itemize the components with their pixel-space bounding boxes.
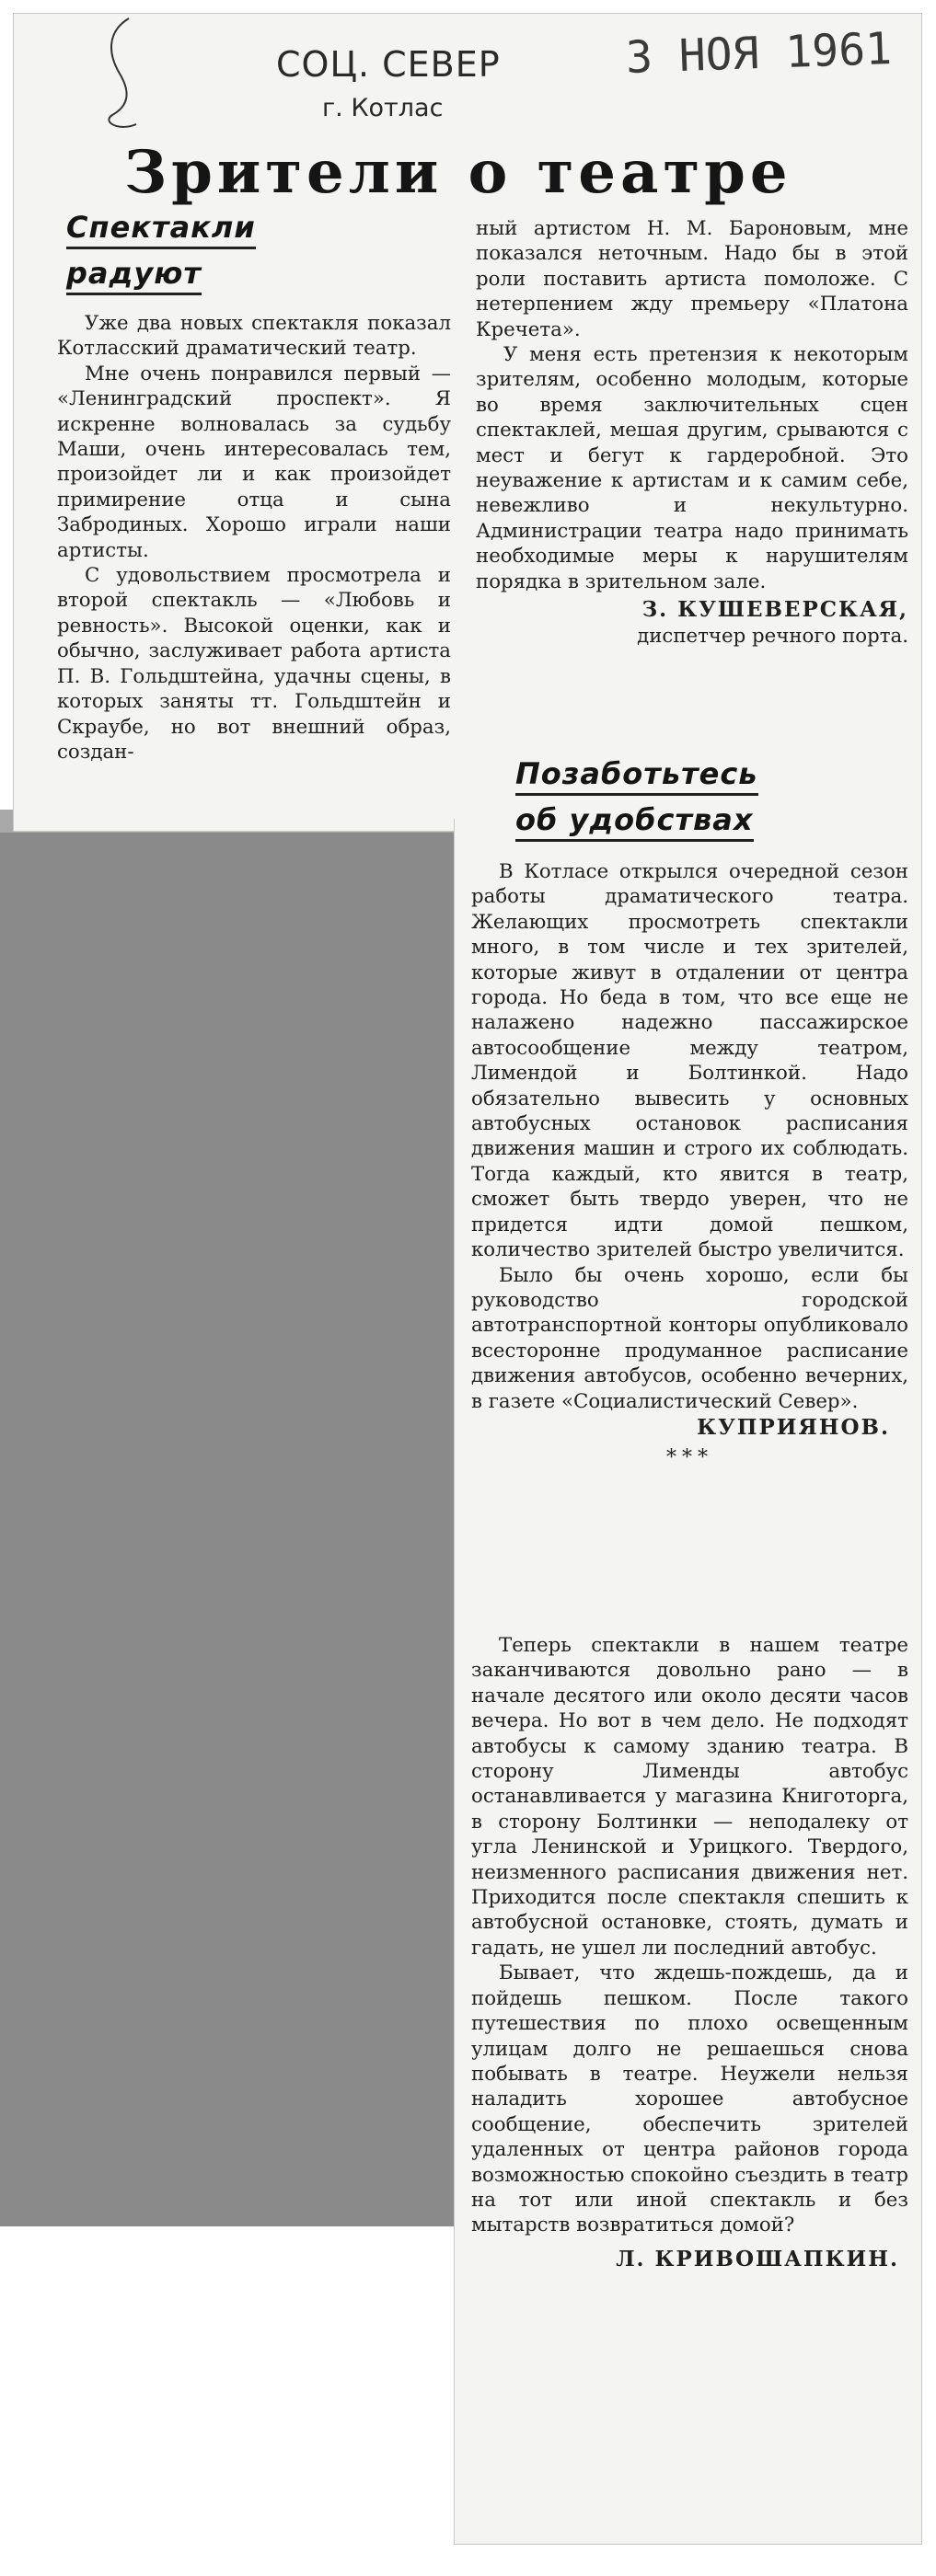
article1-author: З. КУШЕВЕРСКАЯ,	[641, 597, 908, 623]
paragraph: С удовольствием просмотрела и второй спектакль — «Любовь и ревность». Высокой оценки, как и обычно, заслуживает работа артиста П. В. Гольдштейна, удачны сцены, в которых заняты тт. Гольдштейн и Скраубе, но вот внешний образ, создан-	[57, 564, 451, 764]
article1-column1	[57, 311, 451, 765]
article3-author: Л. КРИВОШАПКИН.	[616, 2246, 899, 2271]
paragraph: У меня есть претензия к некоторым зрителям, особенно молодым, которые во время заключительных сцен спектаклей, мешая другим, срываются с мест и бегут к гардеробной. Это неуважение к артистам и к самим себе, невежливо и некультурно. Администрации театра надо принимать необходимые меры к нарушителям порядка в зрительном зале.	[476, 343, 908, 593]
paragraph: Уже два новых спектакля показал Котласский драматический театр.	[57, 312, 451, 361]
paragraph: Мне очень понравился первый — «Ленинградский проспект». Я искренне волновалась за судьбу Маши, очень интересовалась тем, произойдет ли и как произойдет примирение отца и сына Забродиных. Хорошо играли наши артисты.	[57, 362, 451, 562]
article1-heading-line1: Спектакли	[66, 210, 256, 249]
article2-author: КУПРИЯНОВ.	[697, 1414, 890, 1440]
article2-heading-line1: Позаботьтесь	[515, 756, 758, 796]
paragraph: Теперь спектакли в нашем театре заканчиваются довольно рано — в начале десятого или около десяти часов вечера. Но вот в чем дело. Не подходят автобусы к самому зданию театра. В сторону Лименды автобус останавливается у магазина Книготорга, в сторону Болтинки — неподалеку от угла Ленинской и Урицкого. Твердого, неизменного расписания движения нет. Приходится после спектакля спешить к автобусной остановке, стоять, думать и гадать, не ушел ли последний автобус.	[471, 1634, 908, 1960]
separator-asterisks: ***	[666, 1445, 713, 1469]
article1-column2	[476, 216, 908, 650]
article2-heading-line2: об удобствах	[515, 802, 754, 842]
article3-body	[471, 1633, 908, 2273]
newspaper-city: г. Котлас	[322, 94, 444, 122]
background-gray-area	[0, 833, 454, 2226]
newspaper-name: СОЦ. СЕВЕР	[276, 44, 501, 85]
article1-heading-line2: радуют	[66, 256, 202, 295]
pen-scribble	[92, 14, 166, 152]
page-title: Зрители о театре	[124, 138, 792, 207]
paragraph: Бывает, что ждешь-пождешь, да и пойдешь пешком. После такого путешествия по плохо освещенным улицам долго не решаешься снова побывать в театре. Неужели нельзя наладить хорошее автобусное сообщение, обеспечить зрителей удаленных от центра районов города возможностью спокойно съездить в театр на тот или иной спектакль и без мытарств возвратиться домой?	[471, 1961, 908, 2237]
paragraph: В Котласе открылся очередной сезон работы драматического театра. Желающих просмотреть спектакли много, в том числе и тех зрителей, которые живут в отдалении от центра города. Но беда в том, что все еще не налажено надежно пассажирское автосообщение между театром, Лимендой и Болтинкой. Надо обязательно вывесить у основных автобусных остановок расписания движения машин и строго их соблюдать. Тогда каждый, кто явится в театр, сможет быть твердо уверен, что не придется идти домой пешком, количество зрителей быстро увеличится.	[471, 860, 908, 1262]
paragraph: ный артистом Н. М. Бароновым, мне показался неточным. Надо бы в этой роли поставить артиста помоложе. С нетерпением жду премьеру «Платона Кречета».	[476, 217, 908, 341]
date-stamp: 3 НОЯ 1961	[625, 22, 893, 85]
article2-body	[471, 859, 908, 1475]
article1-author-position: диспетчер речного порта.	[637, 625, 908, 649]
paragraph: Было бы очень хорошо, если бы руководство городской автотранспортной конторы опубликовало всесторонне продуманное расписание движения автобусов, особенно вечерних, в газете «Социалистический Север».	[471, 1263, 908, 1413]
